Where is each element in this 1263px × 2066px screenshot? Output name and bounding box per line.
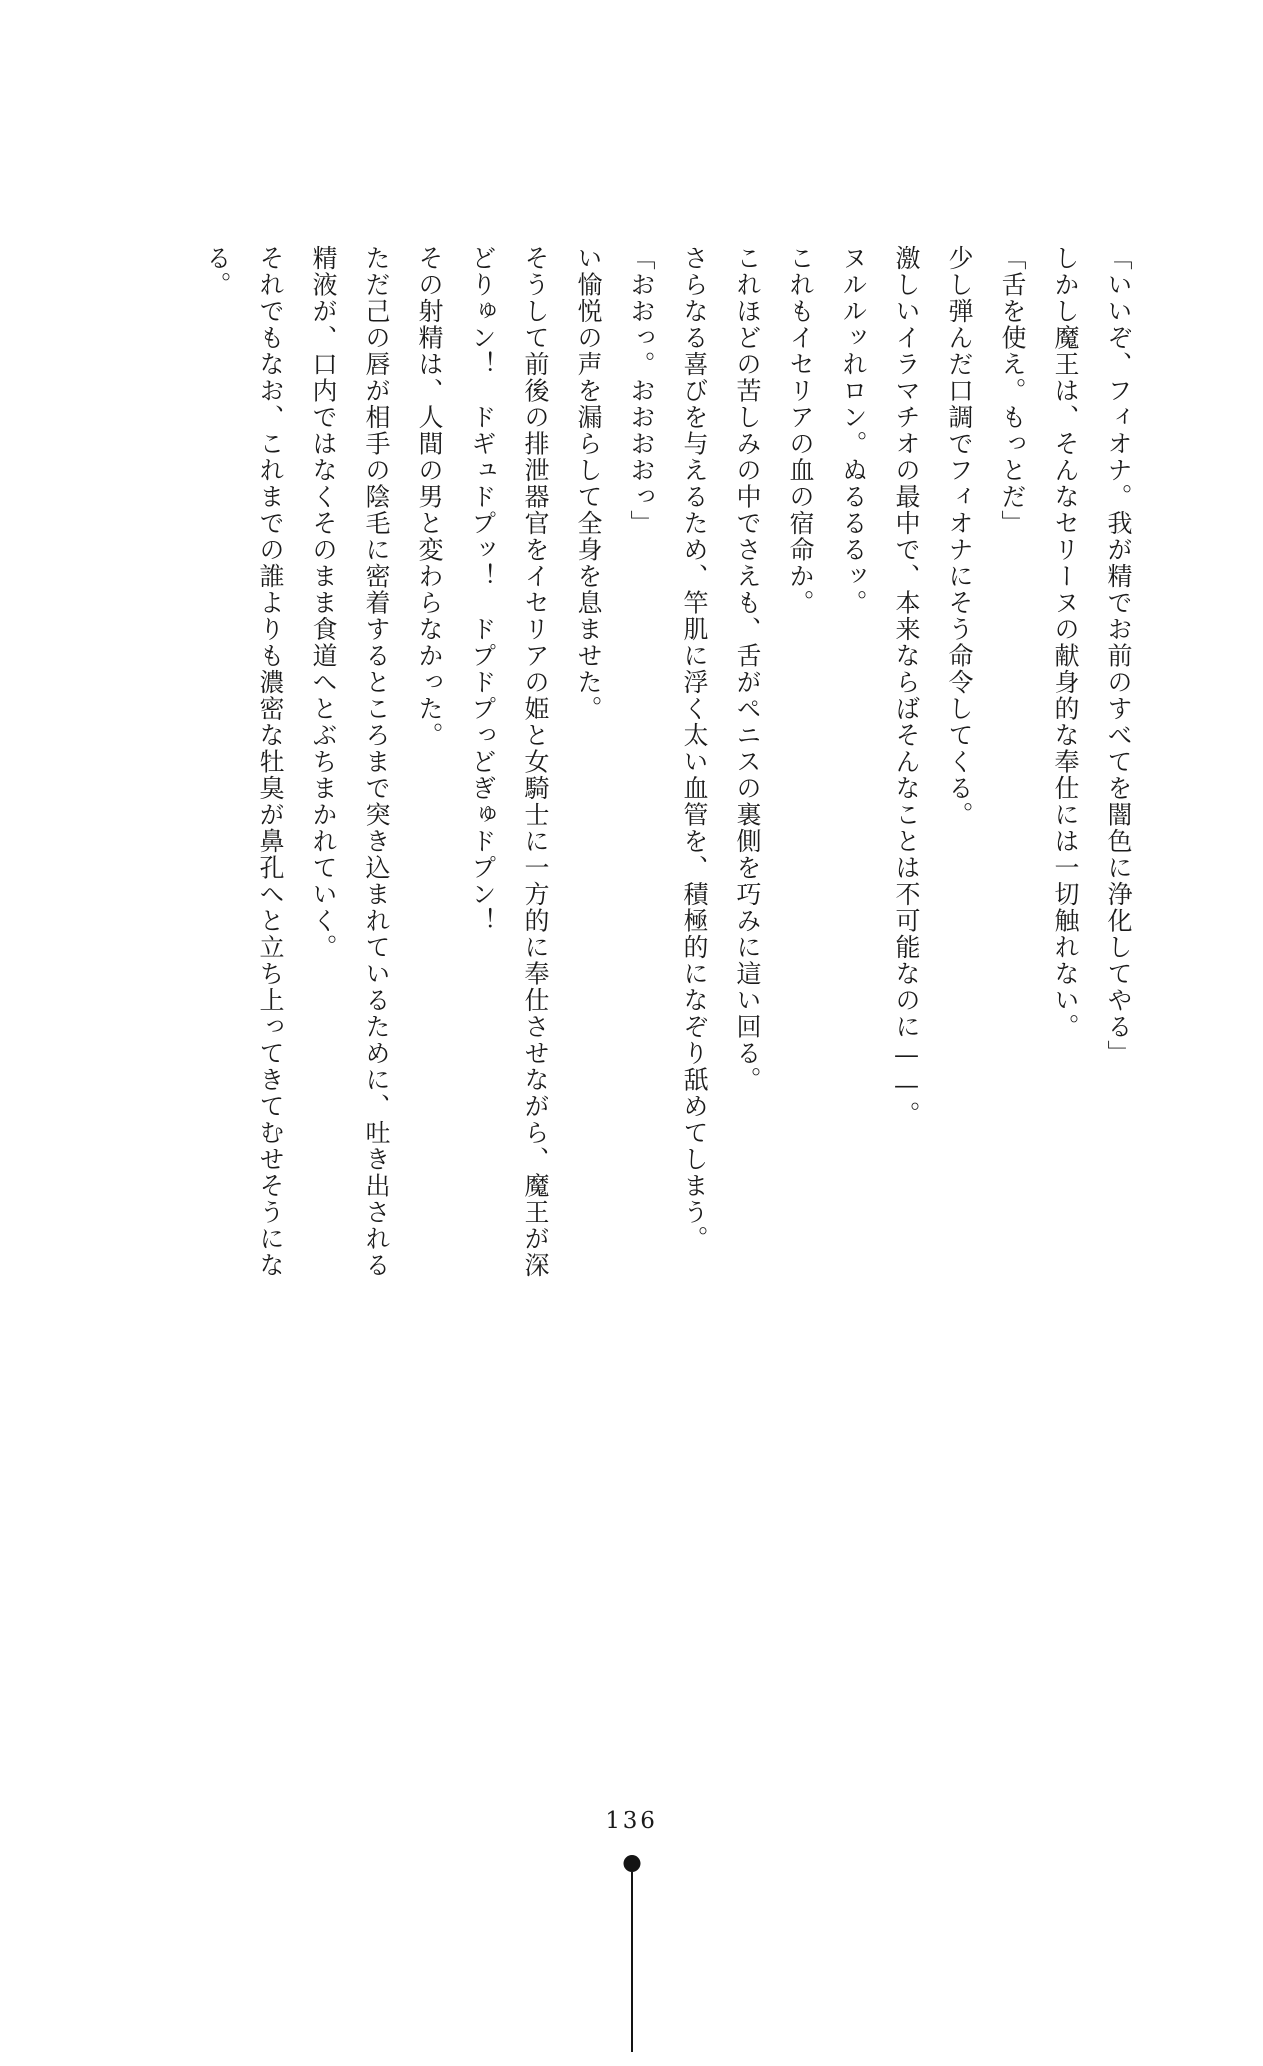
paragraph: しかし魔王は、そんなセリーヌの献身的な奉仕には一切触れない。 [1051,245,1080,1040]
paragraph: る。 [203,245,232,298]
paragraph: 「いいぞ、フィオナ。我が精でお前のすべてを闇色に浄化してやる」 [1104,245,1133,1067]
paragraph: さらなる喜びを与えるため、竿肌に浮く太い血管を、積極的になぞり舐めてしまう。 [680,245,709,1252]
paragraph: 「舌を使え。もっとだ」 [998,245,1027,537]
footer-dot-icon [623,1855,640,1872]
paragraph: 少し弾んだ口調でフィオナにそう命令してくる。 [945,245,974,828]
paragraph: それでもなお、これまでの誰よりも濃密な牡臭が鼻孔へと立ち上ってきてむせそうにな [256,245,285,1279]
paragraph: これもイセリアの血の宿命か。 [786,245,815,616]
paragraph: ヌルルッれロン。ぬるるるッ。 [839,245,868,616]
paragraph: 「おおっ。おおおおっ」 [627,245,656,537]
paragraph: そうして前後の排泄器官をイセリアの姫と女騎士に一方的に奉仕させながら、魔王が深 [521,245,550,1279]
paragraph: 精液が、口内ではなくそのまま食道へとぶちまかれていく。 [309,245,338,961]
paragraph: い愉悦の声を漏らして全身を息ませた。 [574,245,603,722]
paragraph: 激しいイラマチオの最中で、本来ならばそんなことは不可能なのに——。 [892,245,921,1128]
paragraph: これほどの苦しみの中でさえも、舌がペニスの裏側を巧みに這い回る。 [733,245,762,1093]
footer-rule-icon [631,1872,633,2052]
body-text-vertical [150,245,1145,1645]
page-number: 136 [605,1808,658,1834]
footer-decoration [0,1855,1263,2055]
paragraph: その射精は、人間の男と変わらなかった。 [415,245,444,749]
paragraph: どりゅン！ ドギュドプッ！ ドプドプっどぎゅドプン！ [468,245,497,934]
paragraph: ただ己の唇が相手の陰毛に密着するところまで突き込まれているために、吐き出される [362,245,391,1279]
